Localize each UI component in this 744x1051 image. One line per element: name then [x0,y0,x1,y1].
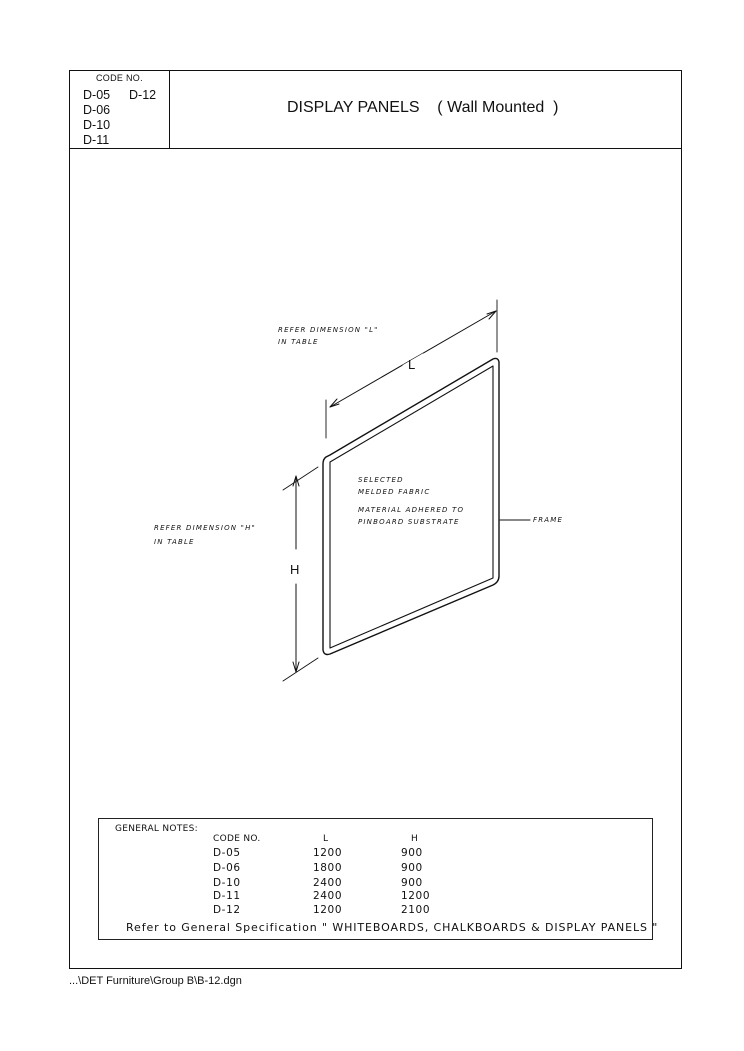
table-cell-h: 900 [401,877,423,889]
table-header-l: L [323,834,329,844]
code-item: D-05 [83,88,111,102]
table-cell-code: D-12 [213,904,241,916]
table-cell-l: 1800 [313,862,343,874]
table-cell-code: D-06 [213,862,241,874]
table-header-h: H [411,834,419,844]
table-cell-l: 2400 [313,890,343,902]
code-item: D-10 [83,118,111,132]
extension-line-h-bottom [283,658,318,681]
table-cell-l: 2400 [313,877,343,889]
table-header-code: CODE NO. [213,834,261,844]
fabric-note-line1: SELECTED [358,476,404,484]
note-h-line1: REFER DIMENSION "H" [154,524,256,532]
drawing-title: DISPLAY PANELS ( Wall Mounted ) [287,99,559,116]
code-item: D-06 [83,103,111,117]
table-cell-l: 1200 [313,904,343,916]
table-cell-h: 2100 [401,904,431,916]
note-h-line2: IN TABLE [154,538,195,546]
note-l-line1: REFER DIMENSION "L" [278,326,379,334]
extension-line-h-top [283,467,318,490]
fabric-note-line4: PINBOARD SUBSTRATE [358,518,460,526]
dimension-label-l: L [408,357,416,372]
code-number-label: CODE NO. [96,73,143,83]
table-cell-code: D-05 [213,847,241,859]
frame-label: FRAME [533,516,564,524]
table-cell-code: D-11 [213,890,241,902]
code-item: D-11 [83,133,110,147]
fabric-note-line2: MELDED FABRIC [358,488,431,496]
table-cell-l: 1200 [313,847,343,859]
note-l-line2: IN TABLE [278,338,319,346]
file-path: ...\DET Furniture\Group B\B-12.dgn [69,975,242,987]
fabric-note-line3: MATERIAL ADHERED TO [358,506,465,514]
table-cell-h: 900 [401,847,423,859]
general-notes-label: GENERAL NOTES: [115,824,198,834]
code-item: D-12 [129,88,157,102]
table-cell-h: 1200 [401,890,431,902]
table-cell-code: D-10 [213,877,241,889]
general-specification-reference: Refer to General Specification " WHITEBOARDS, CHALKBOARDS & DISPLAY PANELS " [126,921,659,934]
dimension-label-h: H [290,562,300,577]
table-cell-h: 900 [401,862,423,874]
